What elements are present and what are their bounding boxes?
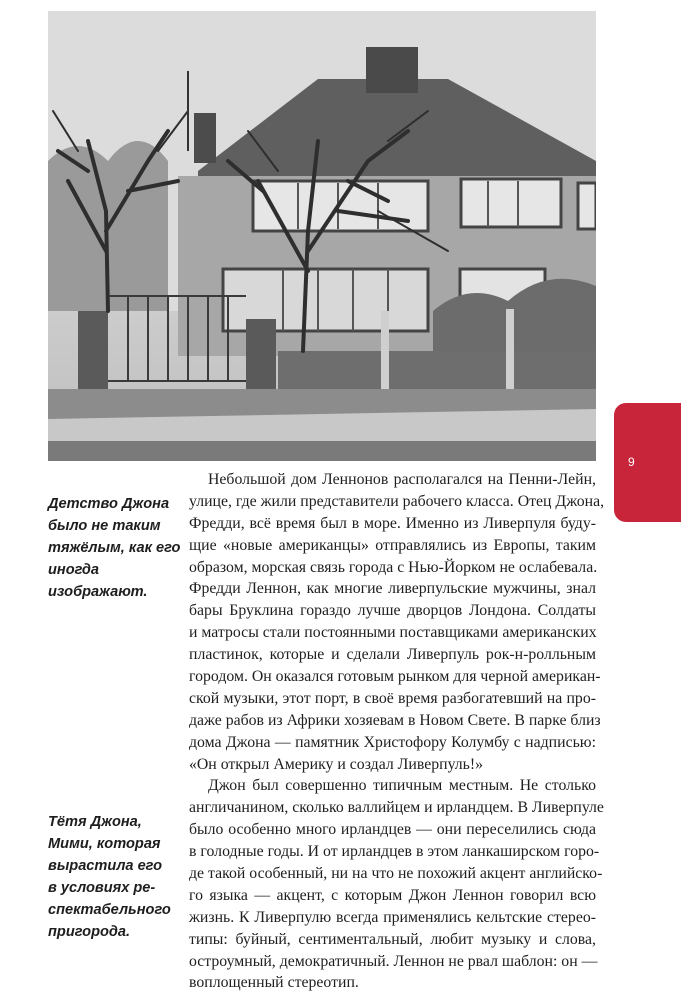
- text-line: «Он открыл Америку и создал Ливерпуль!»: [189, 755, 484, 773]
- caption-line: было не таким: [48, 517, 161, 534]
- caption-line: вырастила его: [48, 857, 163, 874]
- text-line: Небольшой дом Леннонов располагался на Пенни-Лейн,: [208, 471, 596, 488]
- text-line: го языка — акцент, с которым Джон Леннон говорил всю: [189, 886, 596, 904]
- text-line: щие «новые американцы» отправлялись из Европы, таким: [189, 536, 596, 554]
- text-line: и матросы стали постоянными поставщиками американских: [189, 624, 597, 642]
- caption-line: Тётя Джона,: [48, 814, 142, 830]
- caption-line: пригорода.: [48, 923, 131, 940]
- house-photo-drawing: [48, 11, 596, 461]
- caption-line: тяжёлым, как его: [48, 539, 181, 556]
- text-line: в голодные годы. И от ирландцев в этом ланкаширском горо-: [189, 843, 600, 861]
- page-number: 9: [628, 455, 635, 469]
- text-line: типы: буйный, сентиментальный, любит музыку и слова,: [189, 930, 596, 948]
- caption-line: Детство Джона: [48, 496, 170, 512]
- paragraph: [189, 469, 605, 775]
- sidebar-caption: [48, 494, 180, 604]
- text-line: городом. Он оказался готовым рынком для черной американ-: [189, 668, 601, 686]
- caption-line: иногда: [48, 561, 100, 578]
- caption-line: спектабельного: [48, 901, 171, 918]
- text-line: остроумный, демократичный. Леннон не рвал шаблон: он —: [189, 952, 598, 970]
- house-photo: [48, 11, 596, 461]
- chapter-tab: [614, 403, 681, 522]
- paragraph: [189, 775, 604, 994]
- text-line: англичанином, сколько валлийцем и ирландцем. В Ливерпуле: [189, 799, 604, 817]
- text-line: Фредди, всё время был в море. Именно из Ливерпуля буду-: [189, 514, 596, 532]
- text-line: даже рабов из Африки хозяевам в Новом Свете. В парке близ: [189, 711, 601, 729]
- caption-line: изображают.: [48, 583, 148, 600]
- body-text: [189, 469, 605, 994]
- text-line: жизнь. К Ливерпулю всегда применялись кельтские стерео-: [189, 908, 596, 926]
- text-line: пластинок, которые и сделали Ливерпуль рок-н-ролльным: [189, 646, 596, 664]
- text-line: дома Джона — памятник Христофору Колумбу с надписью:: [189, 733, 596, 751]
- text-line: было особенно много ирландцев — они переселились сюда: [189, 821, 596, 839]
- caption-line: Мими, которая: [48, 835, 161, 852]
- text-line: бары Бруклина гораздо лучше дворцов Лондона. Солдаты: [189, 602, 596, 620]
- text-line: ской музыки, этот порт, в своё время разбогатевший на про-: [189, 689, 596, 707]
- text-line: Фредди Леннон, как многие ливерпульские мужчины, знал: [189, 580, 596, 598]
- text-line: образом, морская связь города с Нью-Йорком не ослабевала.: [189, 558, 598, 576]
- text-line: воплощенный стереотип.: [189, 974, 359, 992]
- sidebar-caption: [48, 812, 171, 943]
- text-line: улице, где жили представители рабочего класса. Отец Джона,: [189, 492, 605, 510]
- text-line: де такой особенный, ни на что не похожий акцент английско-: [189, 865, 603, 883]
- text-line: Джон был совершенно типичным местным. Не столько: [208, 777, 596, 795]
- caption-line: в условиях ре-: [48, 879, 156, 896]
